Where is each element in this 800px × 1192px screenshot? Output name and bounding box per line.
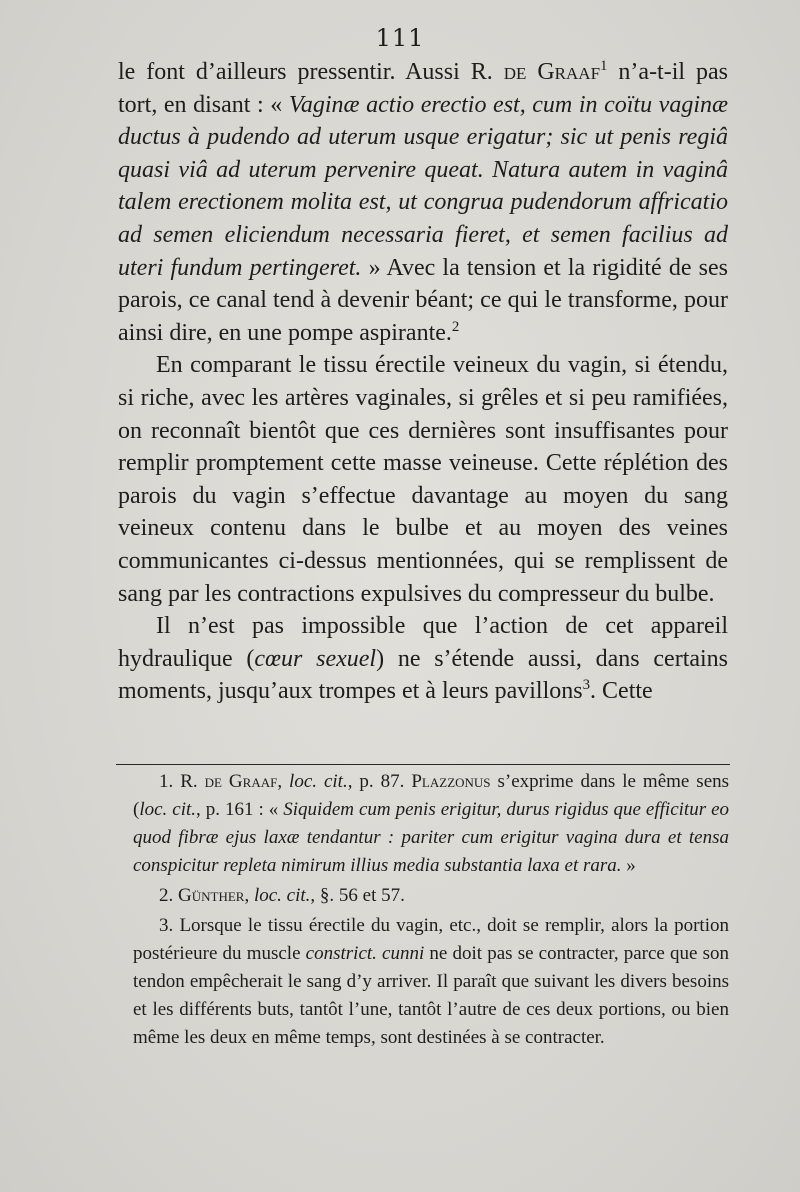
paragraph-2: En comparant le tissu érectile veineux du vagin, si étendu, si riche, avec les artères vaginales, si grêles et si peu ramifiées, on reconnaît bientôt que ces dernières sont insuffisantes pour remplir promptement cette masse veineuse. Cette réplétion des parois du vagin s’effectue davantage au moyen du sang veineux contenu dans le bulbe et au moyen des veines communicantes ci-dessus mentionnées, qui se remplissent de sang par les contractions expulsives du compresseur du bulbe.: [118, 352, 728, 607]
author-particle: de: [503, 59, 527, 85]
footnote-divider: [116, 764, 730, 765]
footnote-ref-2: 2: [451, 318, 460, 335]
latin-quotation: Vaginæ actio erectio est, cum in coïtu vaginæ ductus à pudendo ad uterum usque erigatur; sic ut penis regiâ quasi viâ ad uterum pervenire queat. Natura autem in vaginâ talem erectionem molita est, ut congrua pudendorum affricatio ad semen eliciendum necessaria fieret, et semen facilius ad uteri fundum pertingeret.: [118, 91, 728, 281]
footnote-latin-quotation: Siquidem cum penis erigitur, durus rigidus que efficitur eo quod fibræ ejus laxæ tendantur : pariter cum erigitur vagina dura et tensa conspicitur repleta nimirum illius media substantia laxa et rara.: [133, 799, 730, 876]
footnote-3: 3. Lorsque le tissu érectile du vagin, etc., doit se remplir, alors la portion postérieure du muscle constrict. cunni ne doit pas se contracter, parce que son tendon empêcherait le sang d’y arriver. Il paraît que suivant les divers besoins et les différents buts, tantôt l’une, tantôt l’autre de ces deux portions, ou bien même les deux en même temps, sont destinées à se contracter.: [133, 915, 729, 1048]
footnote-ref-3: 3: [582, 677, 591, 694]
page-number: 111: [375, 24, 425, 52]
italic-term: cœur sexuel: [254, 645, 377, 672]
main-text: [118, 56, 728, 708]
footnote-2: 2. Günther, loc. cit., §. 56 et 57.: [159, 885, 405, 906]
paragraph-3: Il n’est pas impossible que l’action de cet appareil hydraulique (cœur sexuel) ne s’étende aussi, dans certains moments, jusqu’aux trompes et à leurs pavillons$^3$. Cette: [118, 613, 729, 705]
footnote-1: 1. R. de Graaf, loc. cit., p. 87. Plazzonus s’exprime dans le même sens (loc. cit., p. 161 : « Siquidem cum penis erigitur, durus rigidus que efficitur eo quod fibræ ejus laxæ tendantur : pariter cum erigitur vagina dura et tensa conspicitur repleta nimirum illius media substantia laxa et rara. »: [133, 771, 730, 876]
footnotes: [133, 768, 729, 1052]
paragraph-1: le font d’ailleurs pressentir. Aussi R. de Graaf$^1$ n’a-t-il pas tort, en disant : « Vaginæ actio erectio est, cum in coïtu vaginæ ductus à pudendo ad uterum usque erigatur; sic ut penis regiâ quasi viâ ad uterum pervenire queat. Natura autem in vaginâ talem erectionem molita est, ut congrua pudendorum affricatio ad semen eliciendum necessaria fieret, et semen facilius ad uteri fundum pertingeret. » Avec la tension et la rigidité de ses parois, ce canal tend à devenir béant; ce qui le transforme, pour ainsi dire, en une pompe aspirante.$^2$: [118, 58, 729, 346]
footnote-ref-1: 1: [600, 58, 608, 74]
author-name: Graaf: [537, 59, 601, 85]
